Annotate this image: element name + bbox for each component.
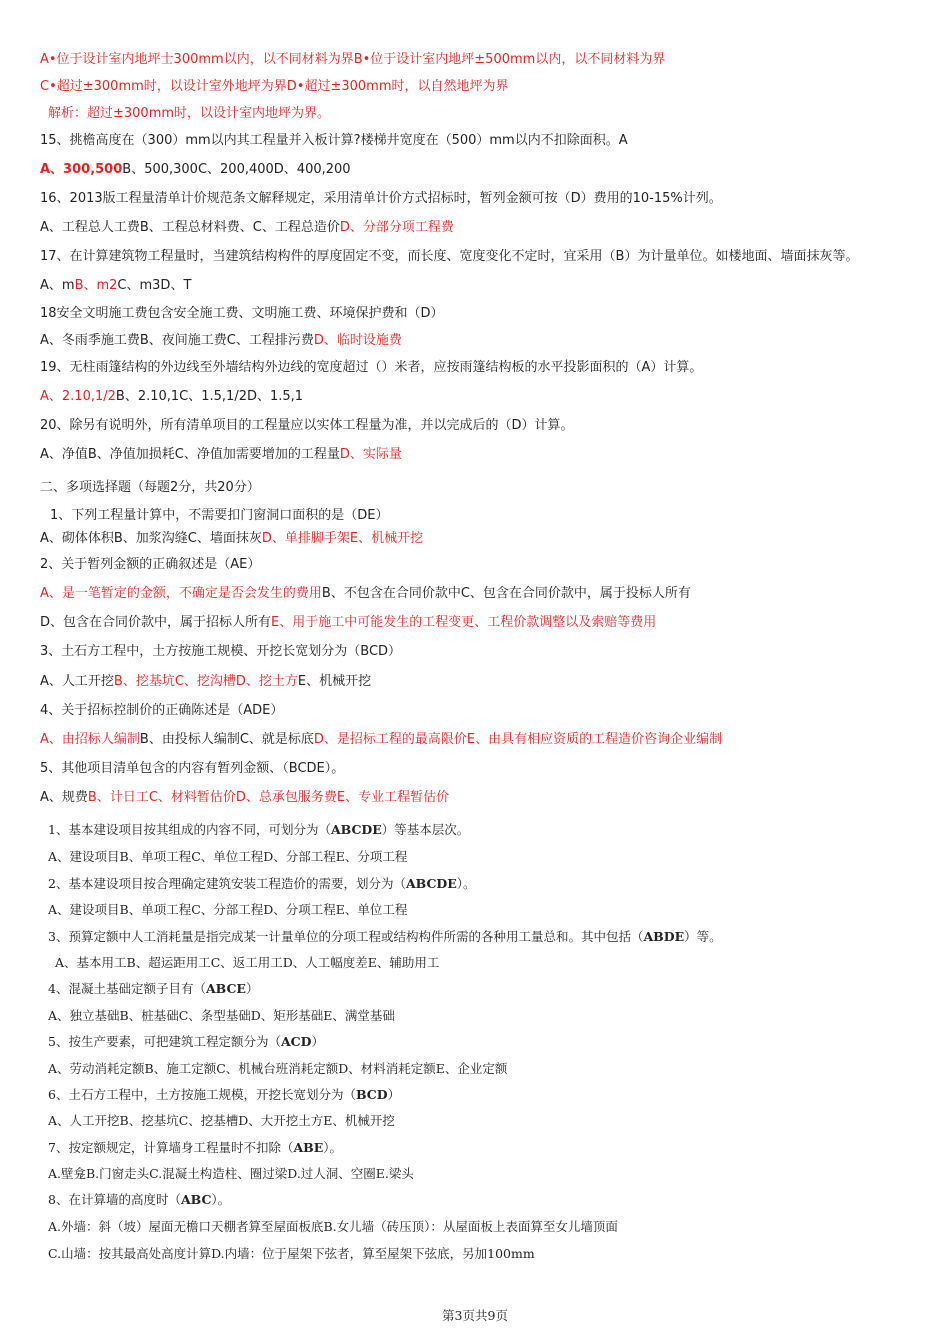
question-text: ）。 [456,876,476,891]
question-text: 5、其他项目清单包含的内容有暂列金额、（BCDE）。 [40,761,345,776]
answer-text: E、用于施工中可能发生的工程变更、工程价款调整以及索赔等费用 [271,615,657,630]
question-text: 8、在计算墙的高度时（ [48,1192,181,1207]
answer-key: ABC [180,1192,212,1207]
option-text: A.外墙：斜（坡）屋面无檐口天棚者算至屋面板底B.女儿墙（砖压顶）：从屋面板上表面算至女儿墙顶面 [48,1219,618,1234]
question-text: 2、关于暂列金额的正确叙述是（AE） [40,557,261,572]
option-line [48,1112,395,1130]
question-text: ）等基本层次。 [381,822,470,837]
option-text: C.山墙：按其最高处高度计算D.内墙：位于屋架下弦者，算至屋架下弦底，另加100mm [48,1246,535,1261]
option-text: A.壁龛B.门窗走头C.混凝土构造柱、圈过梁D.过人洞、空圈E.梁头 [48,1166,414,1181]
question-text: 5、按生产要素，可把建筑工程定额分为（ [48,1034,281,1049]
option-text: C、m3D、T [117,278,192,293]
question-text: 20、除另有说明外，所有清单项目的工程量应以实体工程量为准，并以完成后的（D）计算。 [40,418,574,433]
answer-text: D、实际量 [339,447,402,462]
question-text: ） [311,1034,324,1049]
question-text: ） [387,1087,401,1102]
answer-text: B、挖基坑C、挖沟槽D、挖土方 [113,674,298,689]
question-line [48,928,722,946]
option-text: A、砌体体积B、加浆沟缝C、墙面抹灰 [40,531,262,546]
answer-key: ABCDE [330,822,382,837]
option-text: D•超过±300mm时，以自然地坪为界 [286,79,509,94]
question-line [48,1033,324,1051]
option-line [48,1218,618,1236]
question-line [48,1191,230,1209]
question-text: 6、土石方工程中，土方按施工规模，开挖长宽划分为（ [48,1087,356,1102]
question-text: ）。 [323,1140,343,1155]
answer-key: BCD [355,1087,388,1102]
option-line [40,446,402,464]
option-line [40,585,691,603]
question-line [48,1086,400,1104]
answer-text: D、临时设施费 [313,333,402,348]
option-line [40,530,423,548]
answer-key: ABCE [205,981,246,996]
option-text: A、规费 [40,790,88,805]
option-line [40,731,722,749]
option-line [40,277,191,295]
option-line [48,901,407,919]
analysis-line [48,105,330,123]
question-line [40,248,858,266]
page-number: 第3页共9页 [442,1308,508,1323]
option-text: A•位于设计室内地坪士300mm以内，以不同材料为界 [40,52,354,67]
question-line [40,190,722,208]
question-line [48,875,476,893]
option-text: A、净值B、净值加损耗C、净值加需要增加的工程量 [40,447,340,462]
question-line [40,359,702,377]
question-line [48,1139,342,1157]
question-text: 1、基本建设项目按其组成的内容不同，可划分为（ [48,822,331,837]
question-text: 3、预算定额中人工消耗量是指完成某一计量单位的分项工程或结构构件所需的各种用工量总和。其中包括（ [48,929,644,944]
option-text: D、包含在合同价款中，属于招标人所有 [40,615,272,630]
option-text: A、冬雨季施工费B、夜间施工费C、工程排污费 [40,333,314,348]
section-heading [40,479,260,497]
analysis-text: 解析：超过±300mm时，以设计室内地坪为界。 [48,106,331,121]
option-text: A、劳动消耗定额B、施工定额C、机械台班消耗定额D、材料消耗定额E、企业定额 [48,1061,508,1076]
option-line [40,673,371,691]
option-text: C•超过±300mm时，以设计室外地坪为界 [40,79,287,94]
answer-key: ABE [293,1140,324,1155]
answer-key: ABCDE [405,876,457,891]
question-line [40,417,574,435]
option-line [40,789,449,807]
option-text: B、2.10,1C、1.5,1/2D、1.5,1 [115,389,304,404]
option-text: A、工程总人工费B、工程总材料费、C、工程总造价 [40,220,340,235]
option-text: B、500,300C、200,400D、400,200 [122,162,351,177]
question-text: ）。 [211,1192,231,1207]
answer-text: D、单排脚手架E、机械开挖 [261,531,424,546]
option-text: A、独立基础B、桩基础C、条型基础D、矩形基础E、满堂基础 [48,1008,395,1023]
option-line [48,1007,395,1025]
option-line [40,161,351,179]
question-text: 19、无柱雨篷结构的外边线至外墙结构外边线的宽度超过（）米者，应按雨篷结构板的水平投影面积的（A）计算。 [40,360,703,375]
question-line [40,556,260,574]
answer-key: ABDE [643,929,685,944]
question-text: 2、基本建设项目按合理确定建筑安装工程造价的需要，划分为（ [48,876,406,891]
option-line [40,614,656,632]
question-text: 18安全文明施工费包含安全施工费、文明施工费、环境保护费和（D） [40,306,444,321]
question-line [40,643,401,661]
option-line [48,1245,535,1263]
section-title: 二、多项选择题（每题2分，共20分） [40,480,260,495]
answer-text: B、m2 [74,278,118,293]
question-text: 16、2013版工程量清单计价规范条文解释规定，采用清单计价方式招标时，暂列金额可按（D）费用的10-15%计列。 [40,191,722,206]
question-text: 4、混凝土基础定额子目有（ [48,981,206,996]
question-text: 4、关于招标控制价的正确陈述是（ADE） [40,703,284,718]
option-text: A、m [40,278,75,293]
option-line [55,954,439,972]
answer-text: A、300,500 [40,162,123,177]
option-text: A、基本用工B、超运距用工C、返工用工D、人工幅度差E、辅助用工 [55,955,440,970]
answer-text: A、是一笔暂定的金额，不确定是否会发生的费用 [40,586,322,601]
question-text: 15、挑檐高度在（300）mm以内其工程量并入板计算?楼梯井宽度在（500）mm以内不扣除面积。A [40,133,628,148]
question-line [40,305,444,323]
option-line [40,219,454,237]
question-text: 1、下列工程量计算中，不需要扣门窗洞口面积的是（DE） [50,508,389,523]
option-line [48,1165,414,1183]
option-line [40,51,665,69]
option-text: A、建设项目B、单项工程C、单位工程D、分部工程E、分项工程 [48,849,408,864]
question-line [40,702,283,720]
question-line [48,821,469,839]
question-text: ） [245,981,259,996]
answer-text: B、计日工C、材料暂估价D、总承包服务费E、专业工程暂估价 [87,790,450,805]
option-line [40,332,402,350]
answer-text: A、由招标人编制 [40,732,140,747]
option-line [40,388,303,406]
question-line [40,132,628,150]
option-line [40,78,509,96]
option-text: E、机械开挖 [297,674,372,689]
option-text: A、人工开挖B、挖基坑C、挖基槽D、大开挖土方E、机械开挖 [48,1113,395,1128]
question-line [48,980,258,998]
option-line [48,848,407,866]
answer-key: ACD [280,1034,312,1049]
question-text: 17、在计算建筑物工程量时，当建筑结构构件的厚度固定不变，而长度、宽度变化不定时，宜采用（B）为计量单位。如楼地面、墙面抹灰等。 [40,249,859,264]
option-line [48,1060,507,1078]
answer-text: A、2.10,1/2 [40,389,116,404]
option-text: A、建设项目B、单项工程C、分部工程D、分项工程E、单位工程 [48,902,408,917]
option-text: B、由投标人编制C、就是标底 [139,732,314,747]
option-text: A、人工开挖 [40,674,114,689]
option-text: B、不包含在合同价款中C、包含在合同价款中，属于投标人所有 [321,586,691,601]
question-text: 3、土石方工程中，土方按施工规模、开挖长宽划分为（BCD） [40,644,402,659]
option-text: B•位于设计室内地坪±500mm以内，以不同材料为界 [353,52,666,67]
question-line [40,760,344,778]
question-text: 7、按定额规定，计算墙身工程量时不扣除（ [48,1140,294,1155]
question-text: ）等。 [684,929,722,944]
answer-text: D、分部分项工程费 [339,220,454,235]
question-line [50,507,389,525]
answer-text: D、是招标工程的最高限价E、由具有相应资质的工程造价咨询企业编制 [313,732,723,747]
